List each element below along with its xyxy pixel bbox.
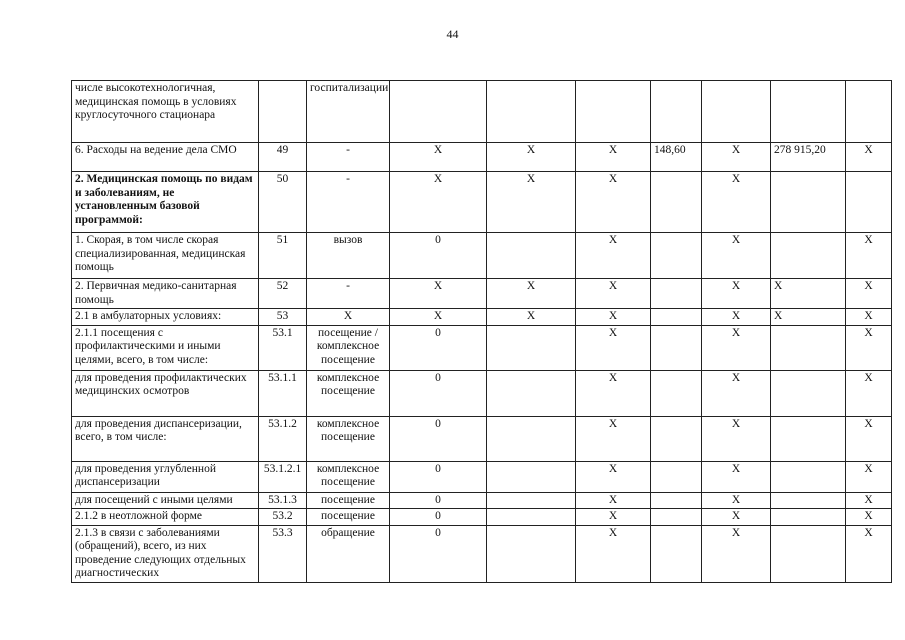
table-cell <box>771 416 846 461</box>
table-cell <box>487 492 576 509</box>
table-row <box>72 370 892 416</box>
table-cell <box>771 172 846 233</box>
table-cell: 53 <box>259 309 307 326</box>
table-cell: X <box>487 309 576 326</box>
table-cell: X <box>846 279 892 309</box>
table-cell: X <box>576 370 651 416</box>
table-cell: 0 <box>390 509 487 526</box>
table-cell: обращение <box>307 525 390 582</box>
table-row <box>72 143 892 172</box>
table-cell: посещение <box>307 509 390 526</box>
row-label-cell: 1. Скорая, в том числе скорая специализированная, медицинская помощь <box>72 233 259 279</box>
table-cell <box>651 325 702 370</box>
row-label-cell: числе высокотехнологичная, медицинская помощь в условиях круглосуточного стационара <box>72 81 259 143</box>
table-cell: X <box>702 172 771 233</box>
table-cell <box>487 416 576 461</box>
page-number: 44 <box>446 27 459 41</box>
table-cell: 0 <box>390 461 487 492</box>
table-cell: X <box>576 279 651 309</box>
table-cell <box>487 233 576 279</box>
table-cell <box>846 81 892 143</box>
row-label-cell: 2.1.3 в связи с заболеваниями (обращений), всего, из них проведение следующих отдельных диагностических <box>72 525 259 582</box>
table-row <box>72 325 892 370</box>
table-cell: 52 <box>259 279 307 309</box>
table-cell <box>487 509 576 526</box>
table-cell: 0 <box>390 233 487 279</box>
table-cell <box>651 172 702 233</box>
table-cell <box>651 416 702 461</box>
table-cell: 53.1 <box>259 325 307 370</box>
table-cell <box>651 309 702 326</box>
table-row <box>72 172 892 233</box>
table-row <box>72 309 892 326</box>
table-cell: X <box>846 416 892 461</box>
table-cell: 0 <box>390 416 487 461</box>
table-cell: X <box>390 309 487 326</box>
table-cell: комплексное посещение <box>307 370 390 416</box>
table-cell: X <box>702 279 771 309</box>
table-cell: - <box>307 279 390 309</box>
table-cell <box>487 81 576 143</box>
table-cell <box>771 233 846 279</box>
table-cell <box>651 492 702 509</box>
table-cell: X <box>846 309 892 326</box>
table-cell: комплексное посещение <box>307 461 390 492</box>
table-cell: X <box>576 509 651 526</box>
table-row <box>72 416 892 461</box>
table-cell <box>771 370 846 416</box>
row-label-cell: 2.1.1 посещения с профилактическими и иными целями, всего, в том числе: <box>72 325 259 370</box>
table-cell: X <box>390 172 487 233</box>
table-cell: 53.3 <box>259 525 307 582</box>
table-cell: X <box>390 279 487 309</box>
table-cell <box>651 233 702 279</box>
table-cell <box>771 81 846 143</box>
table-cell <box>487 370 576 416</box>
table-cell: X <box>307 309 390 326</box>
table-cell <box>651 525 702 582</box>
table-row <box>72 279 892 309</box>
table-cell: X <box>702 525 771 582</box>
table-cell: 148,60 <box>651 143 702 172</box>
table-cell: X <box>487 172 576 233</box>
table-cell <box>651 370 702 416</box>
row-label-cell: 2. Медицинская помощь по видам и заболеваниям, не установленным базовой программой: <box>72 172 259 233</box>
table-cell: 51 <box>259 233 307 279</box>
table-cell: комплексное посещение <box>307 416 390 461</box>
table-body <box>72 81 892 583</box>
row-label-cell: 2.1.2 в неотложной форме <box>72 509 259 526</box>
table-cell: X <box>702 416 771 461</box>
table-cell: X <box>576 172 651 233</box>
table-cell <box>576 81 651 143</box>
table-cell: X <box>576 325 651 370</box>
table-cell: 0 <box>390 325 487 370</box>
table-cell <box>651 279 702 309</box>
table-cell <box>651 461 702 492</box>
table-cell <box>487 525 576 582</box>
table-cell <box>651 81 702 143</box>
table-cell: X <box>487 143 576 172</box>
table-cell: X <box>702 370 771 416</box>
table-cell <box>771 509 846 526</box>
table-cell: X <box>846 525 892 582</box>
table-cell: X <box>576 461 651 492</box>
table-cell: X <box>702 143 771 172</box>
table-row <box>72 509 892 526</box>
table-cell: 50 <box>259 172 307 233</box>
row-label-cell: для проведения диспансеризации, всего, в том числе: <box>72 416 259 461</box>
table-cell: - <box>307 143 390 172</box>
financing-table <box>71 80 892 583</box>
table-cell: 0 <box>390 492 487 509</box>
table-cell: посещение <box>307 492 390 509</box>
table-row <box>72 233 892 279</box>
table-cell <box>702 81 771 143</box>
table-cell: X <box>702 461 771 492</box>
table-cell <box>390 81 487 143</box>
table-cell: 53.1.3 <box>259 492 307 509</box>
table-row <box>72 461 892 492</box>
table-cell: X <box>487 279 576 309</box>
table-cell: X <box>846 325 892 370</box>
table-cell: X <box>771 279 846 309</box>
table-cell <box>651 509 702 526</box>
table-cell <box>771 325 846 370</box>
table-cell: вызов <box>307 233 390 279</box>
table-cell: 53.1.1 <box>259 370 307 416</box>
table-cell: 0 <box>390 525 487 582</box>
table-cell <box>771 525 846 582</box>
table-cell: X <box>390 143 487 172</box>
row-label-cell: 2.1 в амбулаторных условиях: <box>72 309 259 326</box>
table-cell: X <box>846 370 892 416</box>
row-label-cell: для проведения углубленной диспансеризации <box>72 461 259 492</box>
table-cell: - <box>307 172 390 233</box>
table-cell <box>259 81 307 143</box>
table-cell: X <box>576 233 651 279</box>
table-row <box>72 492 892 509</box>
row-label-cell: для посещений с иными целями <box>72 492 259 509</box>
table-cell: 53.1.2 <box>259 416 307 461</box>
row-label-cell: для проведения профилактических медицинских осмотров <box>72 370 259 416</box>
table-cell: X <box>576 309 651 326</box>
table-cell: X <box>702 325 771 370</box>
row-label-cell: 6. Расходы на ведение дела СМО <box>72 143 259 172</box>
table-cell: X <box>771 309 846 326</box>
table-cell: X <box>702 509 771 526</box>
table-cell: X <box>702 309 771 326</box>
table-cell <box>487 325 576 370</box>
table-cell: X <box>846 492 892 509</box>
table-cell: 278 915,20 <box>771 143 846 172</box>
table-cell: X <box>846 233 892 279</box>
table-cell <box>846 172 892 233</box>
table-cell <box>771 461 846 492</box>
table-cell: X <box>576 416 651 461</box>
table-cell: X <box>846 461 892 492</box>
table-cell: X <box>702 233 771 279</box>
table-cell: 53.2 <box>259 509 307 526</box>
table-cell: 49 <box>259 143 307 172</box>
table-cell: X <box>702 492 771 509</box>
table-cell: госпитализации <box>307 81 390 143</box>
row-label-cell: 2. Первичная медико-санитарная помощь <box>72 279 259 309</box>
table-cell: посещение / комплексное посещение <box>307 325 390 370</box>
table-row <box>72 525 892 582</box>
table-cell: X <box>576 492 651 509</box>
table-cell: X <box>846 143 892 172</box>
table-row <box>72 81 892 143</box>
table-cell: X <box>576 143 651 172</box>
table-cell: 0 <box>390 370 487 416</box>
table-cell <box>487 461 576 492</box>
table-cell <box>771 492 846 509</box>
table-cell: X <box>576 525 651 582</box>
table-cell: X <box>846 509 892 526</box>
table-cell: 53.1.2.1 <box>259 461 307 492</box>
